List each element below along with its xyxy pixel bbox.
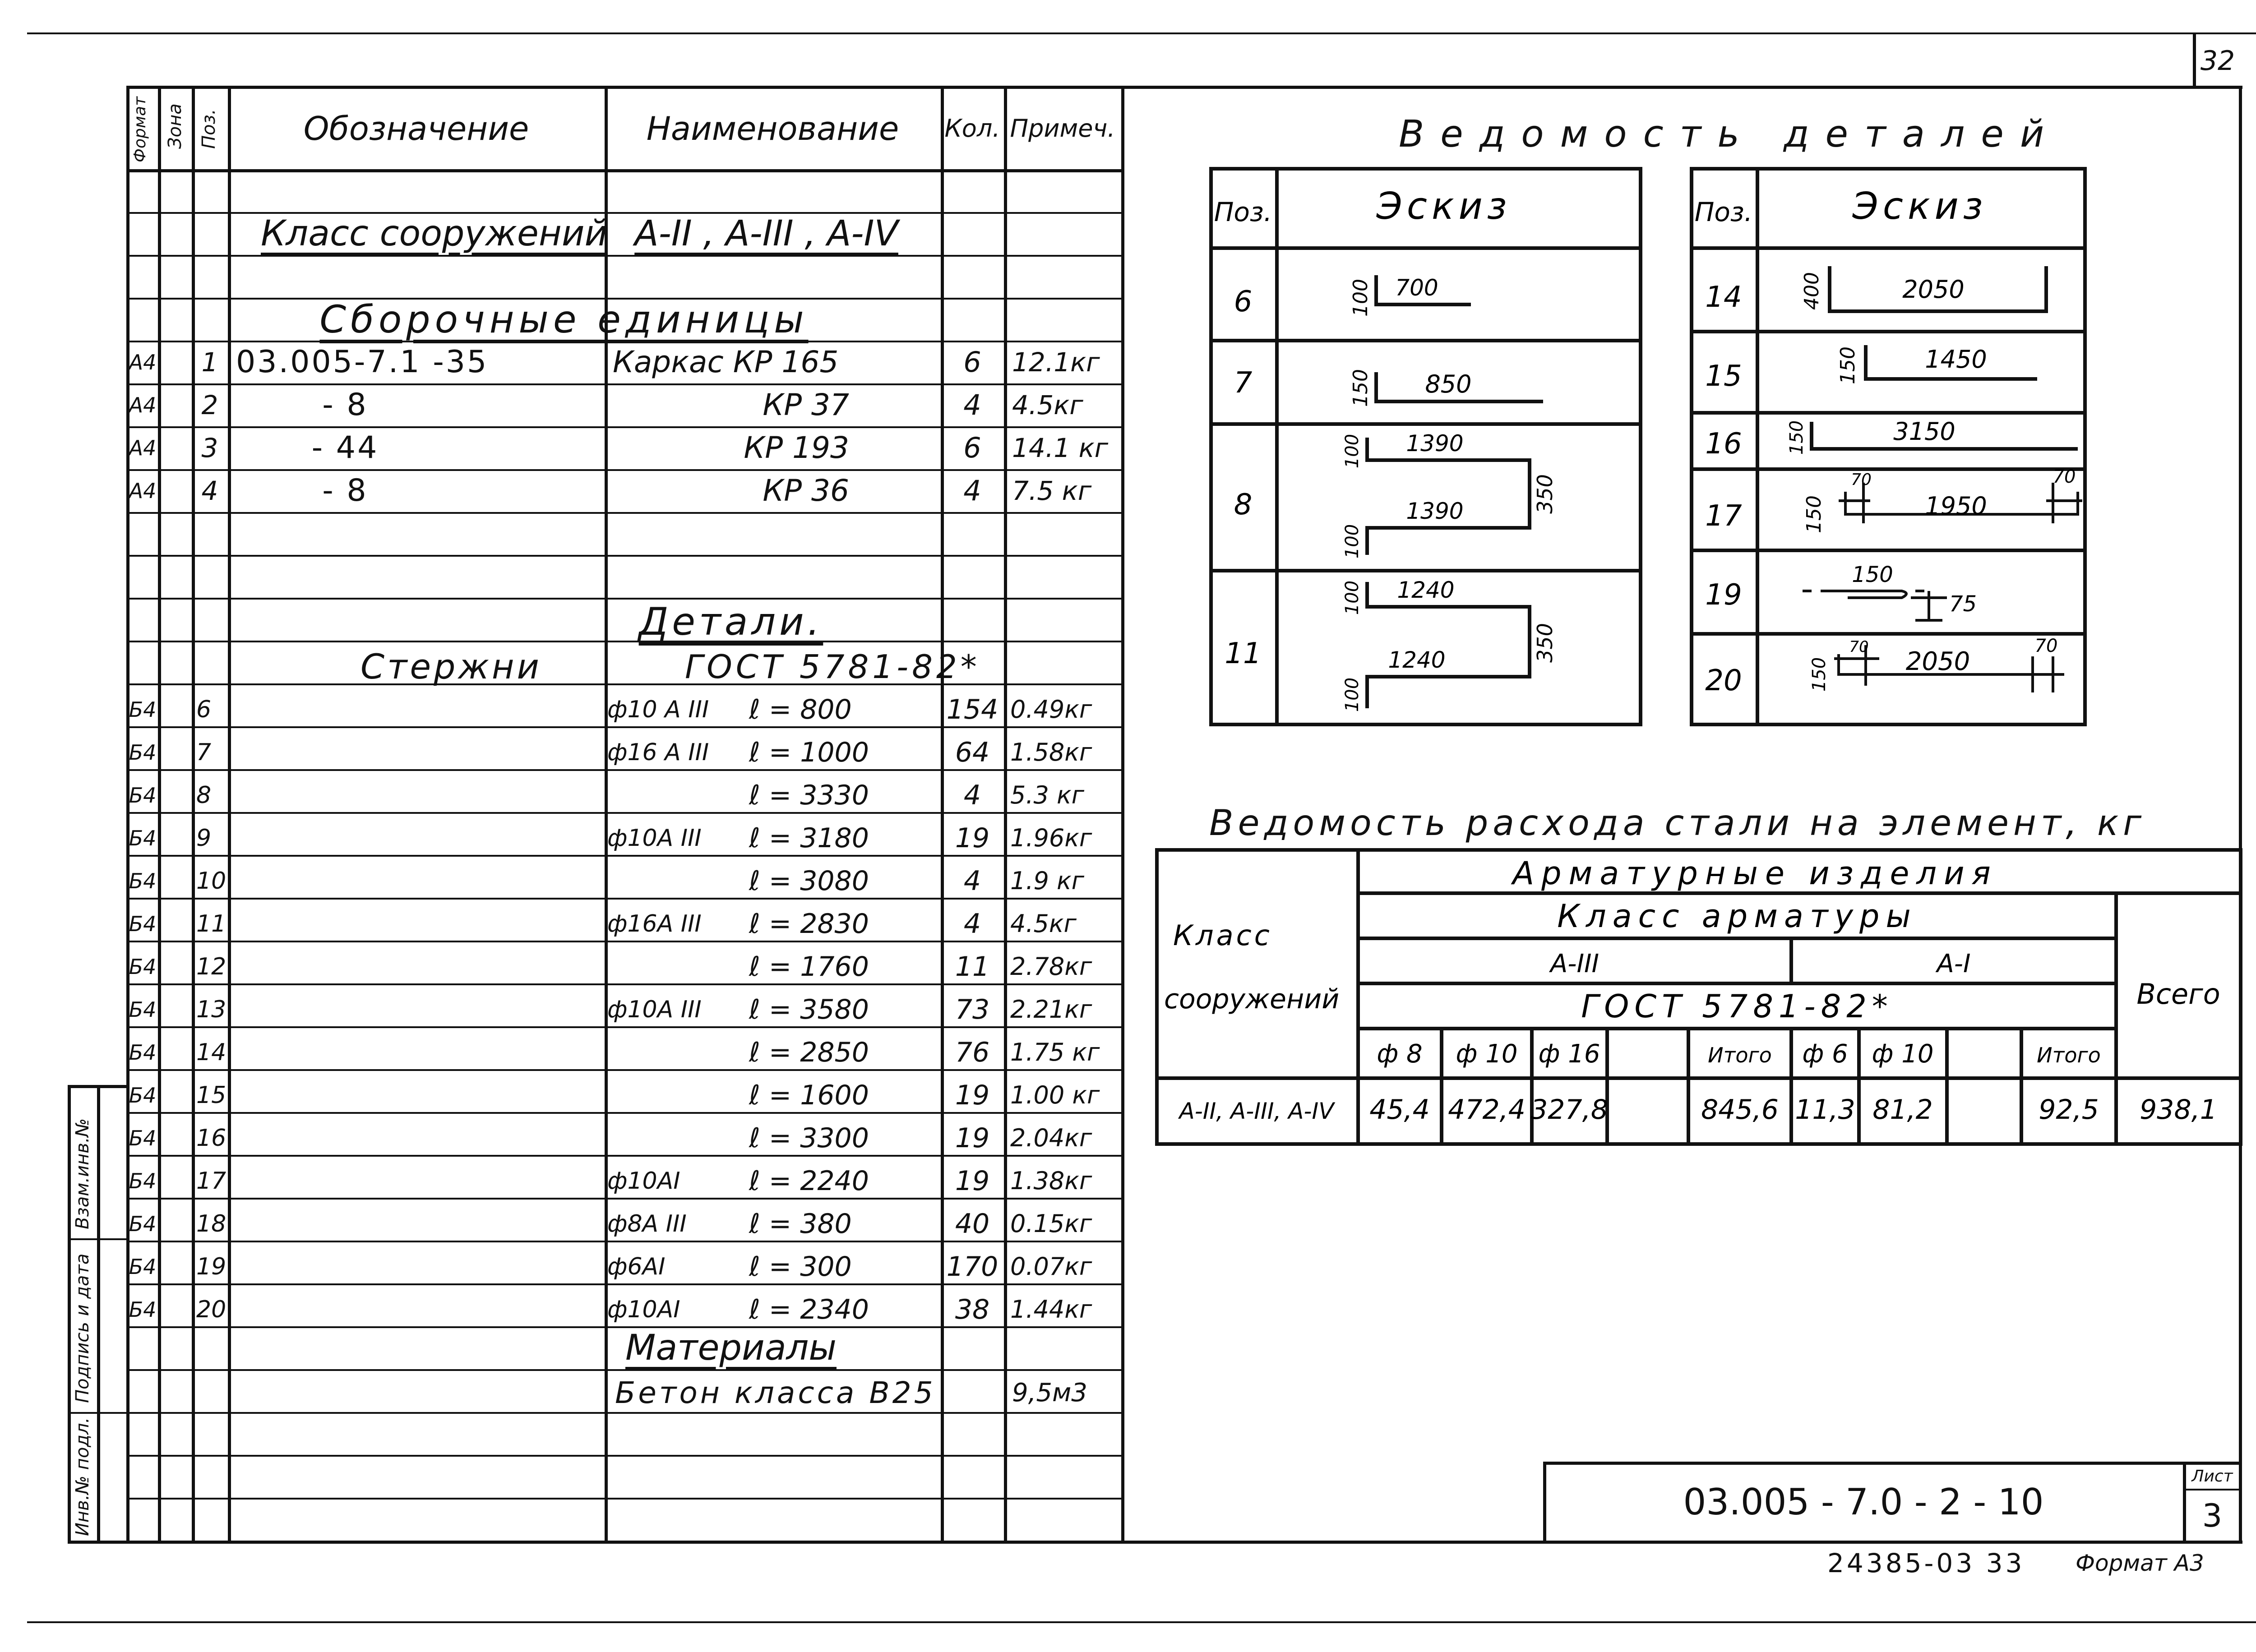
left-pos-header: Поз. — [1214, 197, 1272, 227]
detail-note: 1.58кг — [1010, 738, 1092, 766]
assembly-note: 12.1кг — [1012, 346, 1100, 378]
detail-qty: 64 — [955, 736, 990, 768]
sketch-20-len: 2050 — [1905, 647, 1970, 676]
detail-pos: 19 — [196, 1253, 227, 1280]
steel-col-f16: ф 16 — [1538, 1039, 1600, 1069]
top-trim-line — [27, 32, 2256, 34]
assembly-designation: - 44 — [311, 429, 379, 466]
detail-qty: 19 — [955, 1122, 990, 1154]
detail-pos: 8 — [196, 781, 212, 809]
detail-format: Б4 — [129, 1040, 157, 1065]
detail-grade: ф16А III — [607, 910, 702, 937]
spec-col-end — [1121, 86, 1124, 1542]
detail-note: 1.00 кг — [1010, 1080, 1100, 1109]
steel-col-f8: ф 8 — [1377, 1039, 1423, 1069]
detail-format: Б4 — [129, 954, 157, 979]
detail-format: Б4 — [129, 911, 157, 936]
sketch-19 — [1803, 591, 1947, 620]
title-block-code: 03.005 - 7.0 - 2 - 10 — [1683, 1481, 2044, 1523]
materials-heading: Материалы — [625, 1327, 837, 1368]
detail-pos: 14 — [196, 1038, 227, 1066]
detail-length: ℓ = 800 — [749, 693, 852, 725]
side-stamp-replace: Взам.инв.№ — [72, 1118, 93, 1229]
right-pos-20: 20 — [1705, 664, 1742, 697]
sketch-11-len2: 1240 — [1388, 647, 1446, 673]
detail-note: 1.96кг — [1010, 823, 1092, 852]
class-heading-label: Класс сооружений — [261, 213, 608, 254]
detail-qty: 76 — [955, 1036, 990, 1068]
detail-length: ℓ = 3580 — [749, 993, 869, 1025]
detail-grade: ф10А III — [607, 996, 702, 1023]
assembly-note: 4.5кг — [1012, 389, 1083, 420]
hdr-format: Формат — [131, 96, 149, 162]
right-pos-15: 15 — [1705, 360, 1742, 393]
detail-qty: 4 — [963, 865, 981, 897]
assembly-designation: - 8 — [322, 387, 368, 423]
hdr-designation: Обозначение — [303, 110, 529, 148]
detail-pos: 6 — [196, 696, 212, 723]
detail-qty: 19 — [955, 1079, 990, 1111]
steel-reinf-class: Класс арматуры — [1557, 898, 1917, 935]
left-pos-6: 6 — [1234, 285, 1253, 318]
spec-header-bottom — [126, 169, 1124, 172]
sketch-11-len1: 1240 — [1397, 577, 1455, 603]
detail-qty: 170 — [946, 1251, 999, 1283]
detail-grade — [605, 1117, 735, 1159]
assembly-format: А4 — [129, 392, 157, 417]
detail-qty: 19 — [955, 1165, 990, 1197]
rods-label: Стержни — [361, 646, 542, 687]
steel-a1: А-I — [1937, 949, 1971, 978]
steel-val-f8: 45,4 — [1369, 1094, 1430, 1126]
detail-note: 1.9 кг — [1010, 866, 1085, 895]
detail-grade: ф10 А III — [607, 696, 709, 723]
corner-sheet-number: 32 — [2200, 45, 2235, 77]
steel-val-subtotal1: 845,6 — [1701, 1094, 1779, 1126]
detail-qty: 4 — [963, 779, 981, 811]
assembly-format: А4 — [129, 435, 157, 460]
detail-grade: ф10АI — [607, 1167, 680, 1195]
detail-length: ℓ = 2850 — [749, 1036, 869, 1068]
assembly-name: КР 193 — [744, 430, 849, 465]
detail-length: ℓ = 3080 — [749, 865, 869, 897]
detail-qty: 4 — [963, 908, 981, 940]
detail-qty: 40 — [955, 1208, 990, 1240]
concrete-note: 9,5м3 — [1012, 1378, 1087, 1407]
detail-note: 0.07кг — [1010, 1252, 1092, 1281]
spec-row-line — [126, 555, 1123, 557]
detail-format: Б4 — [129, 1297, 157, 1322]
right-pos-16: 16 — [1705, 427, 1742, 461]
spec-row-line — [126, 1498, 1123, 1500]
assembly-designation: 03.005-7.1 -35 — [236, 344, 489, 380]
class-heading-values: А-II , А-III , А-IV — [634, 213, 898, 254]
detail-pos: 10 — [196, 867, 227, 895]
detail-length: ℓ = 300 — [749, 1251, 852, 1283]
steel-a3: А-III — [1550, 949, 1600, 978]
sketch-20-h: 150 — [1809, 657, 1830, 692]
detail-qty: 73 — [955, 993, 990, 1025]
assembly-name: КР 36 — [763, 473, 849, 508]
detail-length: ℓ = 3330 — [749, 779, 869, 811]
side-stamp-div2 — [68, 1412, 127, 1414]
hdr-pos: Поз. — [199, 109, 219, 149]
steel-col-f6: ф 6 — [1802, 1039, 1848, 1069]
detail-length: ℓ = 2240 — [749, 1165, 869, 1197]
steel-col-subtotal1: Итого — [1708, 1043, 1772, 1067]
spec-row-line — [126, 255, 1123, 257]
assembly-note: 14.1 кг — [1012, 432, 1109, 463]
sketch-8-h1: 100 — [1342, 434, 1363, 469]
assembly-qty: 4 — [963, 474, 981, 507]
assembly-format: А4 — [129, 350, 157, 374]
detail-grade — [605, 1031, 735, 1074]
right-pos-19: 19 — [1705, 578, 1742, 612]
detail-qty: 11 — [955, 951, 990, 983]
detail-format: Б4 — [129, 783, 157, 808]
detail-length: ℓ = 1000 — [749, 736, 869, 768]
title-block-top — [1543, 1462, 2240, 1465]
title-block-sheet-value: 3 — [2202, 1497, 2223, 1534]
side-stamp-top — [68, 1085, 127, 1088]
footer-doc-no: 24385-03 33 — [1827, 1548, 2025, 1578]
detail-format: Б4 — [129, 1254, 157, 1279]
sketch-7-h: 150 — [1349, 369, 1372, 407]
detail-qty: 154 — [946, 693, 999, 725]
detail-length: ℓ = 2830 — [749, 908, 869, 940]
sketch-17-h: 150 — [1803, 495, 1826, 533]
title-block-sheet-label: Лист — [2191, 1467, 2233, 1486]
sketch-8-len1: 1390 — [1406, 430, 1464, 457]
detail-length: ℓ = 2340 — [749, 1293, 869, 1325]
class-heading — [253, 212, 952, 255]
spec-row-line — [126, 512, 1123, 514]
assembly-pos: 3 — [201, 432, 218, 463]
detail-length: ℓ = 380 — [749, 1208, 852, 1240]
sketch-14-len: 2050 — [1902, 275, 1965, 304]
detail-format: Б4 — [129, 997, 157, 1022]
sketch-20-l70: 70 — [1849, 638, 1869, 656]
sketch-17-l70: 70 — [1851, 471, 1872, 489]
side-stamp-inv: Инв.№ подл. — [72, 1417, 93, 1536]
sketch-6-len: 700 — [1395, 275, 1438, 301]
sketch-19-75: 75 — [1949, 591, 1977, 617]
assembly-name: Каркас КР 165 — [613, 344, 839, 379]
steel-gost: ГОСТ 5781-82* — [1581, 988, 1893, 1025]
sketch-15-h: 150 — [1836, 346, 1859, 384]
detail-length: ℓ = 1600 — [749, 1079, 869, 1111]
detail-pos: 13 — [196, 996, 227, 1023]
spec-col-zone — [158, 86, 161, 1542]
sketch-11-h2: 100 — [1342, 677, 1363, 712]
hdr-zone: Зона — [165, 103, 185, 149]
details-sheet-title: Ведомость деталей — [1399, 113, 2061, 156]
right-pos-14: 14 — [1705, 281, 1742, 314]
sketch-8-len2: 1390 — [1406, 498, 1464, 524]
spec-row-line — [126, 598, 1123, 600]
detail-pos: 20 — [196, 1296, 227, 1323]
detail-grade — [605, 1074, 735, 1117]
detail-length: ℓ = 1760 — [749, 951, 869, 983]
assembly-qty: 6 — [963, 345, 981, 378]
steel-val-total: 938,1 — [2140, 1094, 2217, 1126]
detail-grade: ф10А III — [607, 824, 702, 852]
hdr-qty: Кол. — [944, 114, 1000, 143]
steel-table — [1155, 848, 2242, 1146]
steel-title: Ведомость расхода стали на элемент, кг — [1209, 803, 2146, 844]
detail-grade: ф8А III — [607, 1210, 687, 1237]
detail-format: Б4 — [129, 740, 157, 765]
detail-qty: 19 — [955, 822, 990, 854]
right-sketch-header: Эскиз — [1852, 185, 1988, 228]
assembly-note: 7.5 кг — [1012, 475, 1092, 506]
detail-note: 2.78кг — [1010, 952, 1092, 981]
assembly-name: КР 37 — [763, 387, 849, 422]
detail-pos: 17 — [196, 1167, 227, 1195]
detail-note: 2.04кг — [1010, 1123, 1092, 1152]
steel-class-label-1: Класс — [1173, 919, 1272, 952]
steel-col-f10: ф 10 — [1456, 1039, 1518, 1069]
detail-note: 2.21кг — [1010, 995, 1092, 1024]
bottom-trim-line — [27, 1621, 2256, 1623]
assembly-format: А4 — [129, 478, 157, 503]
hdr-name: Наименование — [646, 110, 899, 148]
steel-reinf-products: Арматурные изделия — [1512, 855, 1998, 892]
title-block-sheet-div — [2183, 1489, 2240, 1490]
detail-note: 1.75 кг — [1010, 1038, 1100, 1066]
assembly-qty: 6 — [963, 431, 981, 464]
left-pos-11: 11 — [1225, 637, 1262, 670]
detail-qty: 38 — [955, 1293, 990, 1325]
detail-length: ℓ = 3180 — [749, 822, 869, 854]
assembly-pos: 4 — [201, 475, 218, 506]
steel-col-f10b: ф 10 — [1872, 1039, 1934, 1069]
sketch-7-len: 850 — [1425, 370, 1472, 398]
hdr-note: Примеч. — [1010, 114, 1115, 143]
detail-format: Б4 — [129, 697, 157, 722]
side-stamp-div1 — [68, 1238, 127, 1240]
details-heading: Детали. — [638, 599, 823, 644]
detail-format: Б4 — [129, 1083, 157, 1107]
details-gost: ГОСТ 5781-82* — [685, 647, 980, 686]
sketch-19-len: 150 — [1852, 562, 1893, 587]
sketch-8-h2: 100 — [1342, 524, 1363, 559]
right-pos-17: 17 — [1705, 499, 1742, 533]
assembly-pos: 1 — [201, 346, 218, 378]
detail-grade: ф10АI — [607, 1296, 680, 1323]
steel-val-f10b: 81,2 — [1872, 1094, 1933, 1126]
side-stamp-mid — [97, 1085, 100, 1541]
steel-row-label: А-II, А-III, А-IV — [1179, 1098, 1334, 1124]
detail-grade: ф16 А III — [607, 738, 709, 766]
sketch-16-h: 150 — [1786, 420, 1807, 455]
detail-format: Б4 — [129, 868, 157, 893]
detail-grade — [605, 945, 735, 988]
steel-class-label-2: сооружений — [1164, 983, 1340, 1015]
spec-row-line — [126, 1369, 1123, 1371]
detail-format: Б4 — [129, 1211, 157, 1236]
assembly-pos: 2 — [201, 389, 218, 420]
detail-note: 4.5кг — [1010, 909, 1077, 938]
detail-pos: 9 — [196, 824, 212, 852]
details-sheet-left-table — [1209, 167, 1642, 726]
details-sheet-right-table — [1690, 167, 2087, 726]
steel-val-f16: 327,8 — [1530, 1094, 1608, 1126]
detail-format: Б4 — [129, 826, 157, 850]
left-pos-8: 8 — [1234, 488, 1253, 521]
steel-val-subtotal2: 92,5 — [2039, 1094, 2099, 1126]
detail-length: ℓ = 3300 — [749, 1122, 869, 1154]
sketch-17-r70: 70 — [2053, 466, 2076, 487]
steel-col-subtotal2: Итого — [2037, 1043, 2101, 1067]
spec-col-designation — [228, 86, 231, 1542]
assembly-designation: - 8 — [322, 472, 368, 508]
sketch-15-len: 1450 — [1925, 345, 1987, 374]
detail-note: 1.44кг — [1010, 1295, 1092, 1324]
detail-pos: 16 — [196, 1124, 227, 1152]
sketch-20-r70: 70 — [2034, 636, 2058, 656]
detail-grade — [605, 774, 735, 817]
detail-note: 0.15кг — [1010, 1209, 1092, 1238]
sketch-16-len: 3150 — [1893, 417, 1956, 446]
sketch-11-h1: 100 — [1342, 580, 1363, 615]
sketch-11-350: 350 — [1533, 623, 1557, 663]
detail-pos: 15 — [196, 1081, 227, 1109]
detail-grade — [605, 859, 735, 902]
steel-val-f10: 472,4 — [1448, 1094, 1526, 1126]
detail-pos: 11 — [196, 910, 227, 937]
sketch-8-350: 350 — [1533, 474, 1557, 514]
detail-pos: 7 — [196, 738, 212, 766]
spec-row-line — [126, 1455, 1123, 1457]
sketch-14-h: 400 — [1800, 272, 1823, 310]
assemblies-heading: Сборочные единицы — [319, 297, 809, 341]
side-stamp-sign: Подпись и дата — [72, 1253, 93, 1403]
sketch-17-len: 1950 — [1925, 492, 1987, 520]
right-pos-header: Поз. — [1694, 197, 1753, 227]
footer-format: Формат А3 — [2076, 1550, 2204, 1576]
detail-pos: 12 — [196, 953, 227, 980]
side-stamp-left — [68, 1085, 71, 1541]
detail-note: 0.49кг — [1010, 695, 1092, 724]
steel-val-f6: 11,3 — [1795, 1094, 1855, 1126]
steel-total-header: Всего — [2136, 978, 2220, 1011]
detail-pos: 18 — [196, 1210, 227, 1237]
detail-format: Б4 — [129, 1126, 157, 1150]
left-pos-7: 7 — [1234, 366, 1253, 400]
detail-format: Б4 — [129, 1168, 157, 1193]
assembly-qty: 4 — [963, 388, 981, 421]
left-sketch-header: Эскиз — [1376, 185, 1512, 228]
sketch-6-h: 100 — [1349, 279, 1372, 317]
detail-grade: ф6АI — [607, 1253, 666, 1280]
detail-note: 5.3 кг — [1010, 780, 1085, 809]
detail-note: 1.38кг — [1010, 1166, 1092, 1195]
concrete-row: Бетон класса В25 — [615, 1375, 936, 1410]
